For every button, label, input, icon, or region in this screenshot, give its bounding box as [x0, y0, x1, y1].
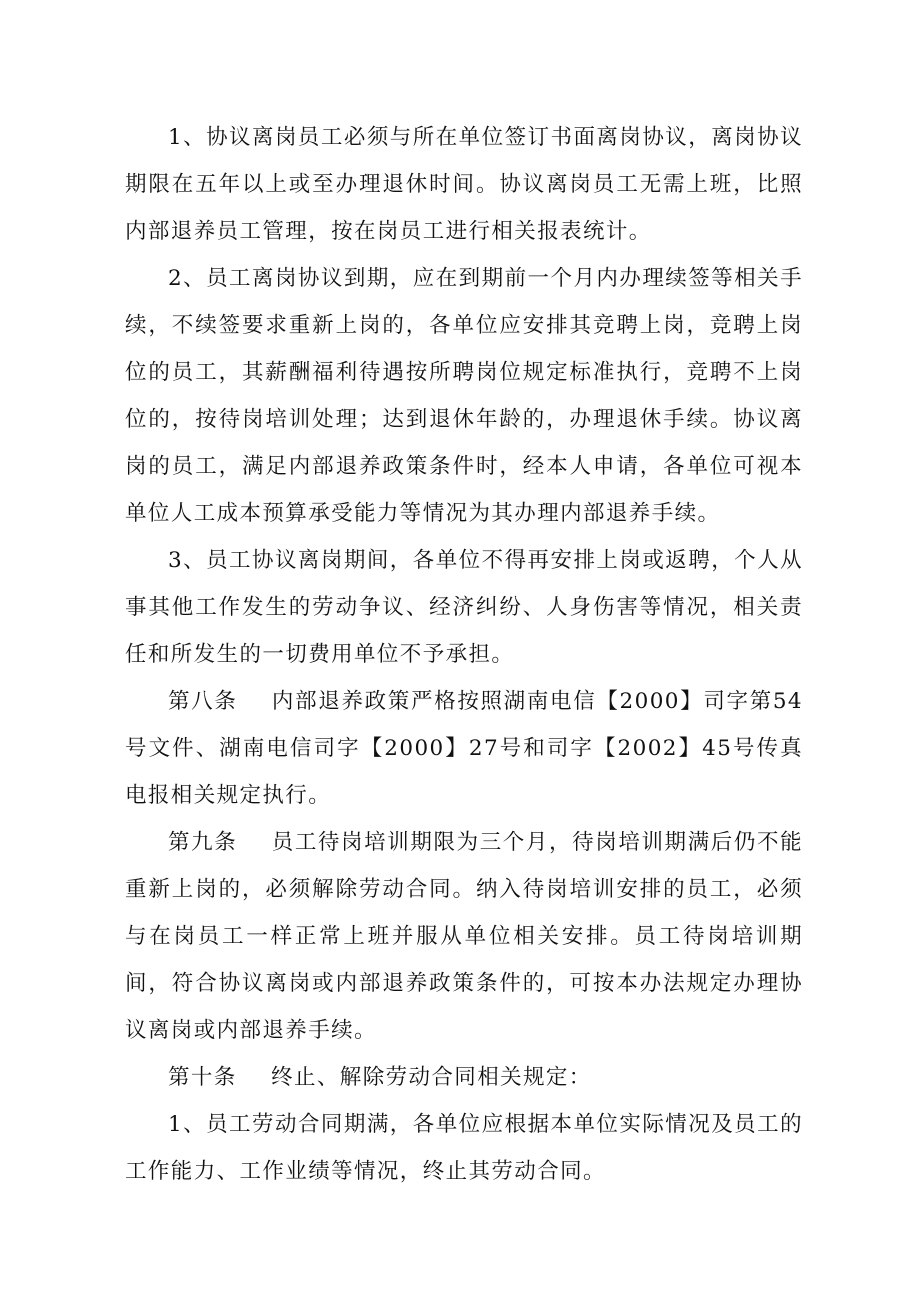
- article-text: 员工待岗培训期限为三个月，待岗培训期满后仍不能重新上岗的，必须解除劳动合同。纳入待岗培训安排的员工，必须与在岗员工一样正常上班并服从单位相关安排。员工待岗培训期间，符合协议离岗或内部退养政策条件的，可按本办法规定办理协议离岗或内部退养手续。: [125, 830, 803, 1043]
- paragraph-agreement-expiry: [125, 255, 803, 537]
- article-8: [125, 678, 803, 819]
- article-heading: 第九条: [168, 830, 238, 855]
- paragraph-text: 2、员工离岗协议到期，应在到期前一个月内办理续签等相关手续，不续签要求重新上岗的，各单位应安排其竞聘上岗，竞聘上岗位的员工，其薪酬福利待遇按所聘岗位规定标准执行，竞聘不上岗位的，按待岗培训处理；达到退休年龄的，办理退休手续。协议离岗的员工，满足内部退养政策条件时，经本人申请，各单位可视本单位人工成本预算承受能力等情况为其办理内部退养手续。: [125, 266, 803, 526]
- paragraph-text: 1、协议离岗员工必须与所在单位签订书面离岗协议，离岗协议期限在五年以上或至办理退休时间。协议离岗员工无需上班，比照内部退养员工管理，按在岗员工进行相关报表统计。: [125, 125, 803, 244]
- article-heading: 第八条: [168, 689, 238, 714]
- article-10: [125, 1054, 803, 1101]
- article-text: 终止、解除劳动合同相关规定：: [271, 1065, 592, 1090]
- article-text: 内部退养政策严格按照湖南电信【2000】司字第54号文件、湖南电信司字【2000】27号和司字【2002】45号传真电报相关规定执行。: [125, 689, 804, 808]
- paragraph-text: 3、员工协议离岗期间，各单位不得再安排上岗或返聘，个人从事其他工作发生的劳动争议、经济纠纷、人身伤害等情况，相关责任和所发生的一切费用单位不予承担。: [125, 548, 803, 667]
- paragraph-leave-period: [125, 537, 803, 678]
- paragraph-agreement-signing: [125, 114, 803, 255]
- paragraph-text: 1、员工劳动合同期满，各单位应根据本单位实际情况及员工的工作能力、工作业绩等情况，终止其劳动合同。: [125, 1112, 803, 1184]
- document-body: [125, 114, 803, 1195]
- article-heading: 第十条: [168, 1065, 237, 1090]
- article-9: [125, 819, 803, 1054]
- paragraph-contract-expiry: [125, 1101, 803, 1195]
